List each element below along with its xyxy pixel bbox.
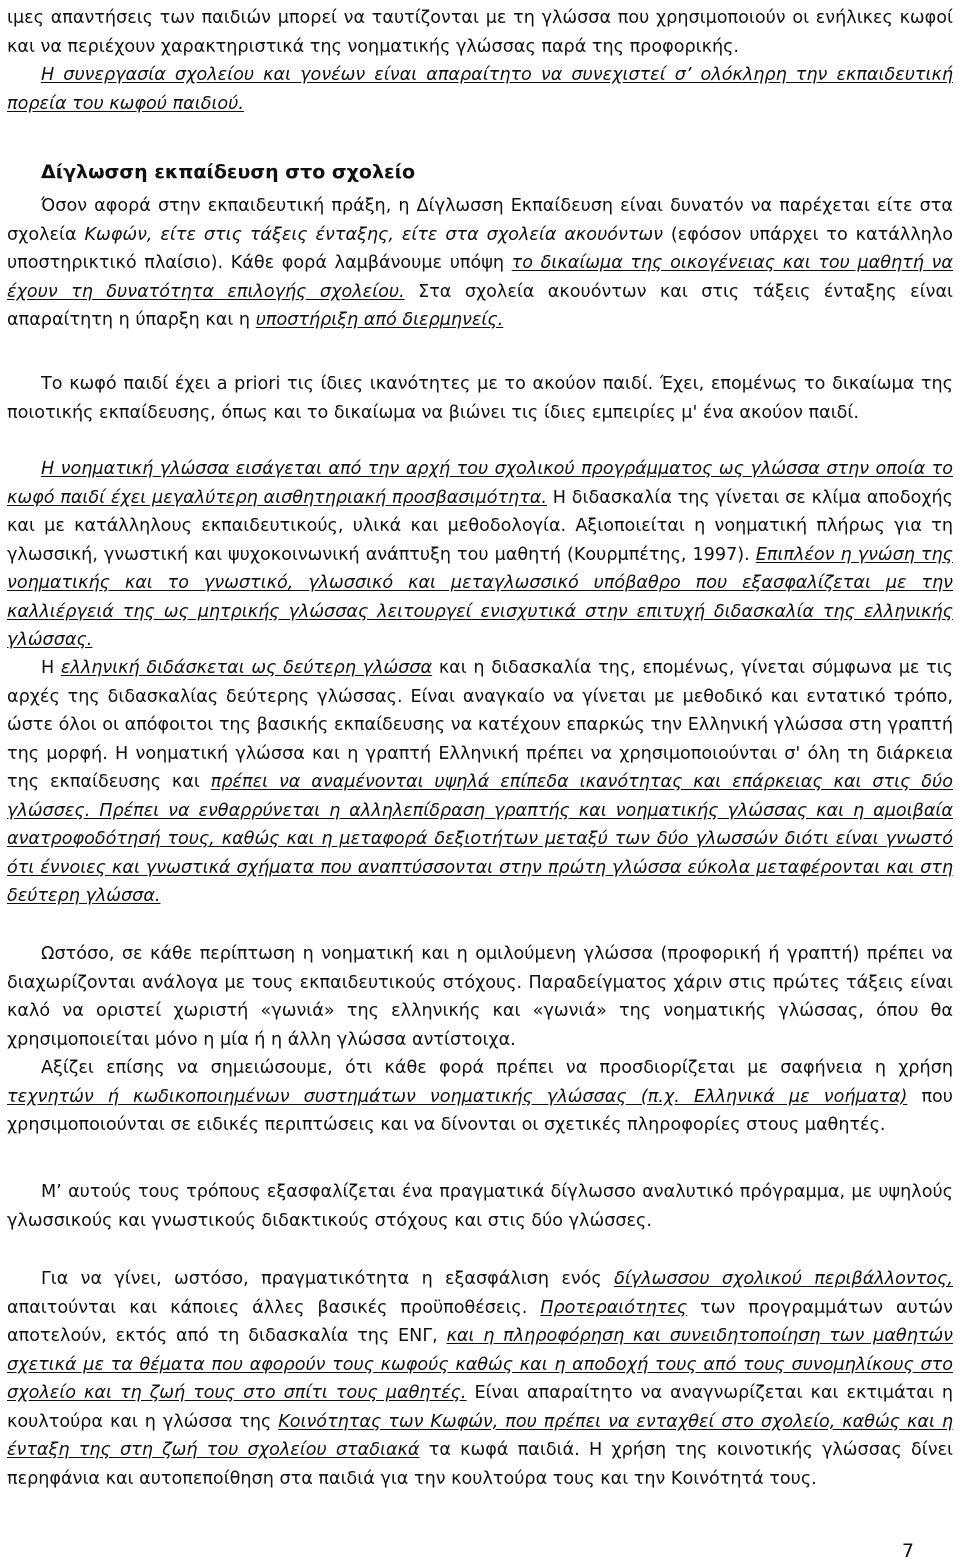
paragraph-greek-second-language xyxy=(7,654,953,911)
intro-paragraph: ιμες απαντήσεις των παιδιών μπορεί να ταυτίζονται με τη γλώσσα που χρησιμοποιούν οι ενήλικες κωφοί και να περιέχουν χαρακτηριστικά της νοηματικής γλώσσας παρά της προφορικής. xyxy=(7,8,953,57)
text: απαιτούνται και κάποιες άλλες βασικές προϋποθέσεις. xyxy=(7,1297,541,1318)
text: Η διδασκαλία της γίνεται σε κλίμα αποδοχής και με κατάλληλους εκπαιδευτικούς, υλικά και μεθοδολογία. Αξιοποιείται η νοηματική πλήρως για τη γλωσσική, γνωστική και ψυχοκοινωνική ανάπτυξη του μαθητή (Κουρμπέτης, 1997). xyxy=(7,487,953,565)
paragraph-sign-language xyxy=(7,455,953,655)
emphasis-text: τεχνητών ή κωδικοποιημένων συστημάτων νοηματικής γλώσσας (π.χ. Ελληνικά με νοήματα) xyxy=(7,1086,908,1107)
text: τα κωφά παιδιά. Η χρήση της κοινοτικής γλώσσας δίνει περηφάνια και αυτοπεποίθηση στα παιδιά για την κουλτούρα τους και την Κοινότητά τους. xyxy=(7,1440,953,1489)
text: και η διδασκαλία της, επομένως, γίνεται σύμφωνα με τις αρχές της διδασκαλίας δεύτερης γλώσσας. Είναι αναγκαίο να γίνεται με μεθοδικό και εντατικό τρόπο, ώστε όλοι οι απόφοιτοι της βασικής εκπαίδευσης να κατέχουν επαρκώς την Ελληνική γλώσσα στη γραπτή της μορφή. Η νοηματική γλώσσα και η γραπτή Ελληνική πρέπει να χρησιμοποιούνται σ' όλη τη διάρκεια της εκπαίδευσης και xyxy=(7,658,953,792)
section-heading: Δίγλωσση εκπαίδευση στο σχολείο xyxy=(41,161,416,183)
paragraph-bilingual-program: Μ’ αυτούς τους τρόπους εξασφαλίζεται ένα πραγματικά δίγλωσσο αναλυτικό πρόγραμμα, με υψηλούς γλωσσικούς και γνωστικούς διδακτικούς στόχους και στις δύο γλώσσες. xyxy=(7,1182,953,1231)
emphasis-text: Κωφών, είτε στις τάξεις ένταξης, είτε στα σχολεία ακουόντων xyxy=(84,224,663,245)
text: Για να γίνει, ωστόσο, πραγματικότητα η εξασφάλιση ενός xyxy=(41,1269,615,1289)
paragraph-artificial-systems xyxy=(7,1054,953,1140)
text: των προγραμμάτων αυτών αποτελούν, εκτός από τη διδασκαλία της ΕΝΓ, xyxy=(7,1297,953,1346)
paragraph-bilingual-environment xyxy=(7,1265,953,1493)
text: Αξίζει επίσης να σημειώσουμε, ότι κάθε φορά πρέπει να προσδιορίζεται με σαφήνεια η χρήση xyxy=(41,1058,953,1078)
paragraph-schools xyxy=(7,192,953,335)
emphasis-text: Κοινότητας των Κωφών, που πρέπει να ενταχθεί στο σχολείο, καθώς και η ένταξη της στη ζωή του σχολείου σταδιακά xyxy=(7,1411,953,1460)
text: (εφόσον υπάρχει το κατάλληλο υποστηρικτικό πλαίσιο). Κάθε φορά λαμβάνουμε υπόψη xyxy=(7,224,953,273)
text: που χρησιμοποιούνται σε ειδικές περιπτώσεις και να δίνονται οι σχετικές πληροφορίες στους μαθητές. xyxy=(7,1086,953,1135)
emphasis-text: και η πληροφόρηση και συνειδητοποίηση των μαθητών σχετικά με τα θέματα που αφορούν τους κωφούς καθώς και η αποδοχή τους από τους συνομηλίκους στο σχολείο και τη ζωή τους στο σπίτι τους μαθητές. xyxy=(7,1326,954,1403)
paragraph-a-priori: Το κωφό παιδί έχει a priori τις ίδιες ικανότητες με το ακούον παιδί. Έχει, επομένως το δικαίωμα της ποιοτικής εκπαίδευσης, όπως και το δικαίωμα να βιώνει τις ίδιες εμπειρίες μ' ένα ακούον παιδί. xyxy=(7,374,953,423)
emphasis-text: Η νοηματική γλώσσα εισάγεται από την αρχή του σχολικού προγράμματος ως γλώσσα στην οποία το κωφό παιδί έχει μεγαλύτερη αισθητηριακή προσβασιμότητα. xyxy=(7,459,953,508)
emphasis-text: Προτεραιότητες xyxy=(540,1297,688,1318)
emphasis-text: υποστήριξη από διερμηνείς. xyxy=(255,310,504,330)
emphasis-text: δίγλωσσου σχολικού περιβάλλοντος, xyxy=(614,1269,953,1289)
emphasis-text: το δικαίωμα της οικογένειας και του μαθητή να έχουν τη δυνατότητα επιλογής σχολείου. xyxy=(7,253,953,302)
text: Όσον αφορά στην εκπαιδευτική πράξη, η Δίγλωσση Εκπαίδευση είναι δυνατόν να παρέχεται είτε στα σχολεία xyxy=(7,196,953,245)
emphasis-text: Επιπλέον η γνώση της νοηματικής και το γνωστικό, γλωσσικό και μεταγλωσσικό υπόβαθρο που εξασφαλίζεται με την καλλιέργειά της ως μητρικής γλώσσας λειτουργεί ενισχυτικά στην επιτυχή διδασκαλία της ελληνικής γλώσσας. xyxy=(7,544,953,650)
text: Η xyxy=(41,658,61,678)
text: Στα σχολεία ακουόντων και στις τάξεις ένταξης είναι απαραίτητη η ύπαρξη και η xyxy=(7,281,953,330)
emphasis-text: πρέπει να αναμένονται υψηλά επίπεδα ικανότητας και επάρκειας και στις δύο γλώσσες. Πρέπει να ενθαρρύνεται η αλληλεπίδραση γραπτής και νοηματικής γλώσσας και η αμοιβαία ανατροφοδότησή τους, καθώς και η μεταφορά δεξιοτήτων μεταξύ των δύο γλωσσών διότι είναι γνωστό ότι έννοιες και γνωστικά σχήματα που αναπτύσσονται στην πρώτη γλώσσα εύκολα μεταφέρονται και στη δεύτερη γλώσσα. xyxy=(7,772,953,906)
page-number: 7 xyxy=(901,1540,914,1562)
paragraph-separation: Ωστόσο, σε κάθε περίπτωση η νοηματική και η ομιλούμενη γλώσσα (προφορική ή γραπτή) πρέπει να διαχωρίζονται ανάλογα με τους εκπαιδευτικούς στόχους. Παραδείγματος χάριν στις πρώτες τάξεις είναι καλό να οριστεί χωριστή «γωνιά» της ελληνικής και «γωνιά» της νοηματικής γλώσσας, όπου θα χρησιμοποιείται μόνο η μία ή η άλλη γλώσσα αντίστοιχα. xyxy=(7,944,953,1050)
intro-emphasis-paragraph: Η συνεργασία σχολείου και γονέων είναι απαραίτητο να συνεχιστεί σ’ ολόκληρη την εκπαιδευτική πορεία του κωφού παιδιού. xyxy=(7,65,953,114)
text: Είναι απαραίτητο να αναγνωρίζεται και εκτιμάται η κουλτούρα και η γλώσσα της xyxy=(7,1383,953,1432)
emphasis-text: ελληνική διδάσκεται ως δεύτερη γλώσσα xyxy=(60,658,433,678)
